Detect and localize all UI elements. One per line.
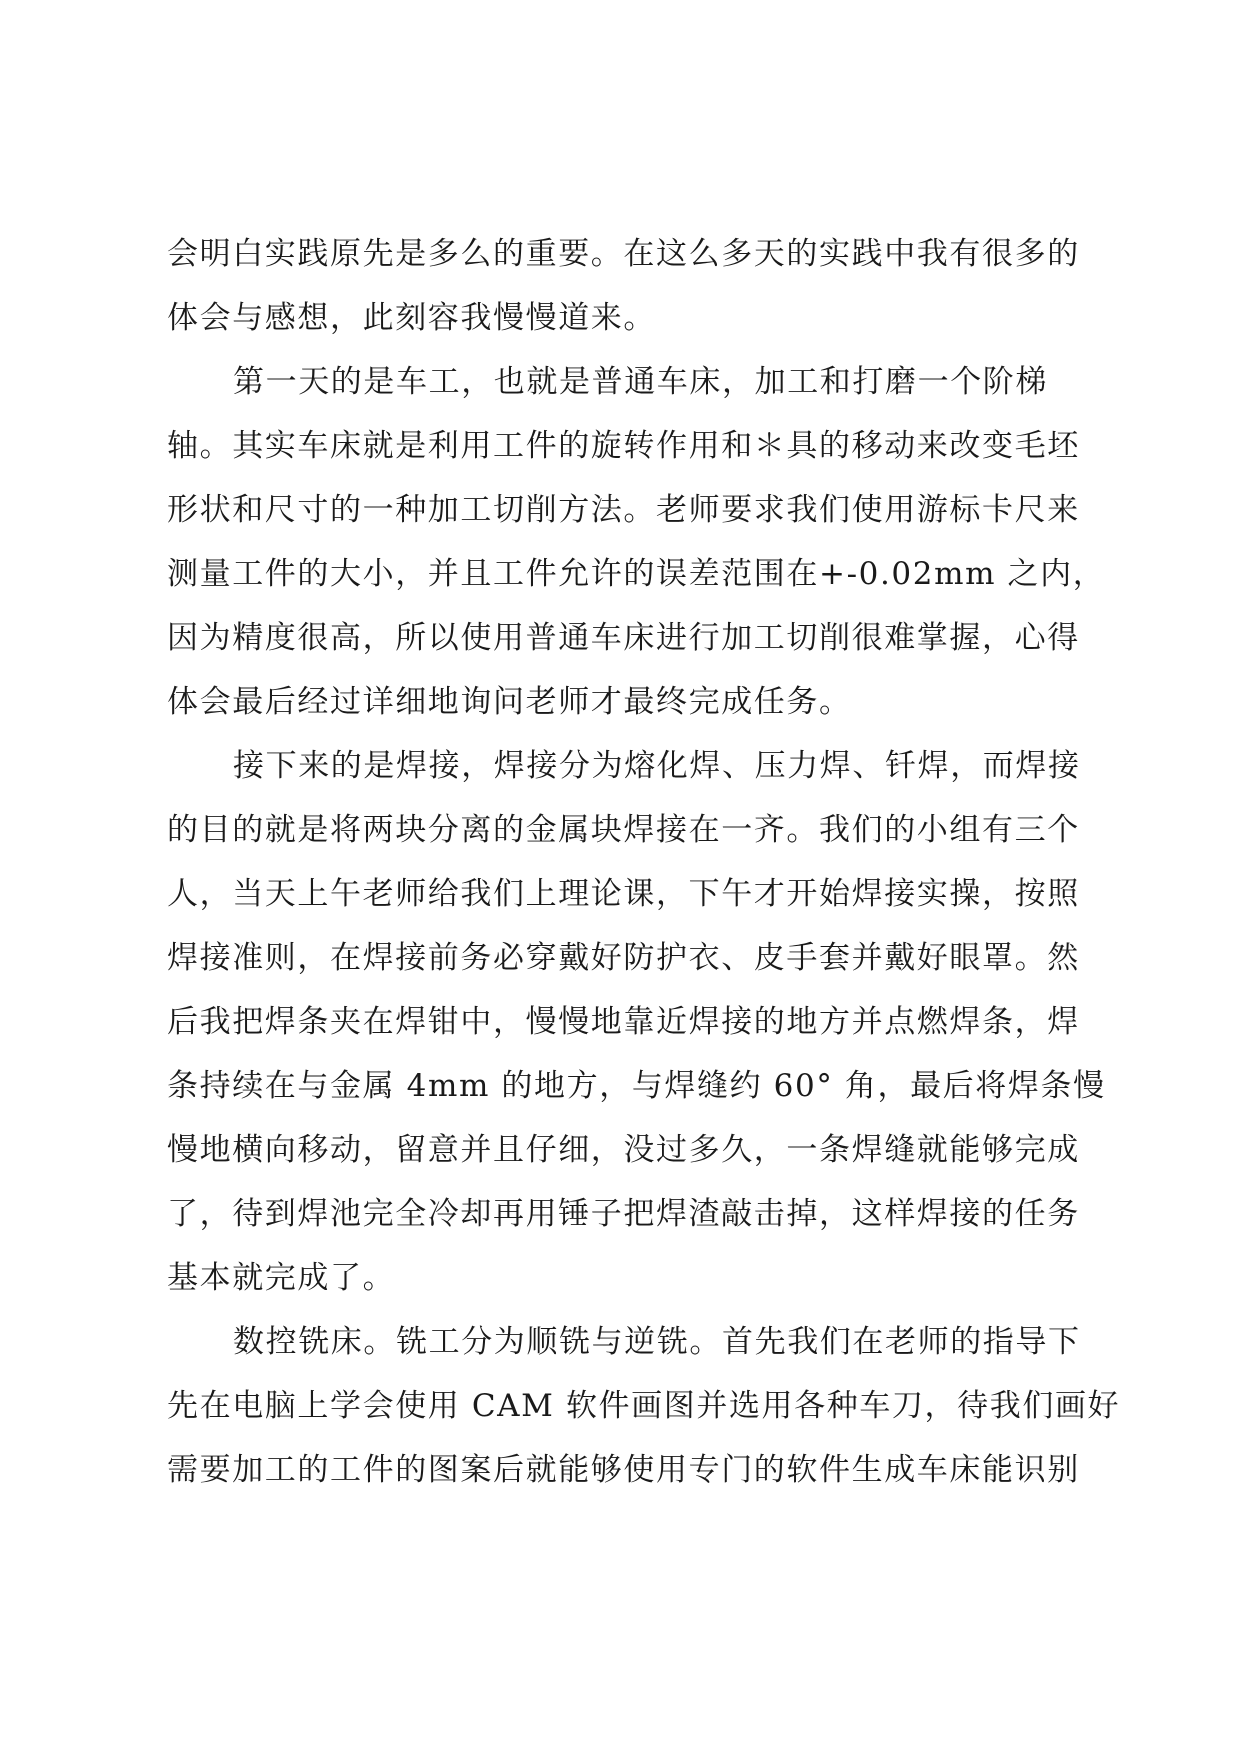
body-text [167,222,1121,1502]
paragraph-start-line: 数控铣床。铣工分为顺铣与逆铣。首先我们在老师的指导下 [233,1324,1081,1360]
text-line: 慢地横向移动，留意并且仔细，没过多久，一条焊缝就能够完成 [167,1132,1080,1168]
text-line: 因为精度很高，所以使用普通车床进行加工切削很难掌握，心得 [167,620,1080,656]
text-line: 人，当天上午老师给我们上理论课，下午才开始焊接实操，按照 [167,876,1080,912]
text-line: 条持续在与金属 4mm 的地方，与焊缝约 60° 角，最后将焊条慢 [167,1068,1106,1104]
text-line: 体会与感想，此刻容我慢慢道来。 [167,300,656,336]
text-line: 的目的就是将两块分离的金属块焊接在一齐。我们的小组有三个 [167,812,1080,848]
text-line: 轴。其实车床就是利用工件的旋转作用和＊具的移动来改变毛坯 [167,428,1080,464]
text-line: 先在电脑上学会使用 CAM 软件画图并选用各种车刀，待我们画好 [167,1388,1121,1424]
text-line: 了，待到焊池完全冷却再用锤子把焊渣敲击掉，这样焊接的任务 [167,1196,1080,1232]
paragraph-start-line: 第一天的是车工，也就是普通车床，加工和打磨一个阶梯 [233,364,1048,400]
text-line: 测量工件的大小，并且工件允许的误差范围在+-0.02mm 之内， [167,556,1106,592]
text-line: 后我把焊条夹在焊钳中，慢慢地靠近焊接的地方并点燃焊条，焊 [167,1004,1080,1040]
text-line: 体会最后经过详细地询问老师才最终完成任务。 [167,684,852,720]
text-line: 会明白实践原先是多么的重要。在这么多天的实践中我有很多的 [167,236,1080,272]
paragraph-start-line: 接下来的是焊接，焊接分为熔化焊、压力焊、钎焊，而焊接 [233,748,1081,784]
text-line: 需要加工的工件的图案后就能够使用专门的软件生成车床能识别 [167,1452,1080,1488]
text-line: 形状和尺寸的一种加工切削方法。老师要求我们使用游标卡尺来 [167,492,1080,528]
text-line: 焊接准则，在焊接前务必穿戴好防护衣、皮手套并戴好眼罩。然 [167,940,1080,976]
text-line: 基本就完成了。 [167,1260,396,1296]
